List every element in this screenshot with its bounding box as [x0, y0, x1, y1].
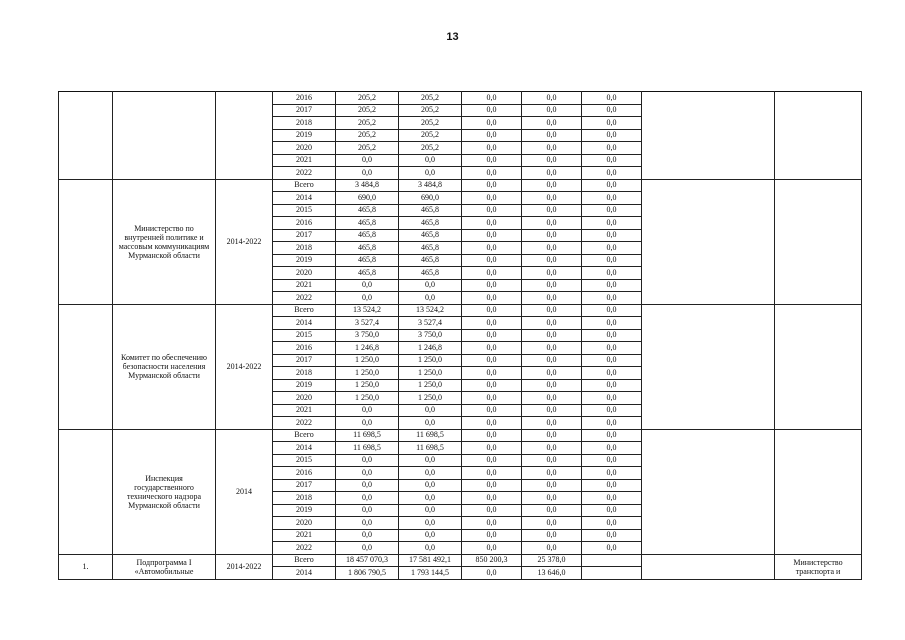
organization-cell: Подпрограмма I «Автомобильные: [113, 554, 216, 579]
total-cell: 11 698,5: [336, 442, 399, 455]
organization-cell: Министерство по внутренней политике и массовым коммуникациям Мурманской области: [113, 179, 216, 304]
total-cell: 690,0: [336, 192, 399, 205]
federal-budget-cell: 0,0: [462, 379, 522, 392]
total-cell: 0,0: [336, 167, 399, 180]
item-number-cell: [59, 179, 113, 304]
total-cell: 0,0: [336, 479, 399, 492]
year-cell: 2020: [273, 517, 336, 530]
local-budget-cell: 0,0: [522, 392, 582, 405]
indicator-cell: [642, 554, 775, 579]
regional-budget-cell: 465,8: [399, 254, 462, 267]
period-cell: 2014: [216, 429, 273, 554]
local-budget-cell: 0,0: [522, 279, 582, 292]
federal-budget-cell: 0,0: [462, 479, 522, 492]
regional-budget-cell: 205,2: [399, 104, 462, 117]
federal-budget-cell: 0,0: [462, 492, 522, 505]
total-cell: 0,0: [336, 454, 399, 467]
table-row: [59, 179, 862, 192]
year-cell: 2017: [273, 104, 336, 117]
federal-budget-cell: 0,0: [462, 254, 522, 267]
regional-budget-cell: 1 250,0: [399, 354, 462, 367]
local-budget-cell: 0,0: [522, 254, 582, 267]
federal-budget-cell: 0,0: [462, 429, 522, 442]
regional-budget-cell: 0,0: [399, 467, 462, 480]
federal-budget-cell: 0,0: [462, 317, 522, 330]
year-cell: 2015: [273, 454, 336, 467]
other-sources-cell: 0,0: [582, 192, 642, 205]
indicator-cell: [642, 179, 775, 304]
total-cell: 465,8: [336, 267, 399, 280]
local-budget-cell: 0,0: [522, 217, 582, 230]
local-budget-cell: 0,0: [522, 304, 582, 317]
indicator-cell: [642, 429, 775, 554]
year-cell: 2022: [273, 167, 336, 180]
local-budget-cell: 25 378,0: [522, 554, 582, 567]
federal-budget-cell: 0,0: [462, 167, 522, 180]
other-sources-cell: 0,0: [582, 204, 642, 217]
regional-budget-cell: 0,0: [399, 279, 462, 292]
other-sources-cell: 0,0: [582, 492, 642, 505]
year-cell: 2019: [273, 254, 336, 267]
year-cell: 2022: [273, 292, 336, 305]
federal-budget-cell: 0,0: [462, 104, 522, 117]
total-cell: 205,2: [336, 117, 399, 130]
period-cell: 2014-2022: [216, 179, 273, 304]
other-sources-cell: 0,0: [582, 467, 642, 480]
other-sources-cell: 0,0: [582, 504, 642, 517]
local-budget-cell: 0,0: [522, 517, 582, 530]
total-cell: 0,0: [336, 467, 399, 480]
federal-budget-cell: 0,0: [462, 442, 522, 455]
regional-budget-cell: 205,2: [399, 129, 462, 142]
other-sources-cell: 0,0: [582, 317, 642, 330]
regional-budget-cell: 3 527,4: [399, 317, 462, 330]
federal-budget-cell: 0,0: [462, 267, 522, 280]
federal-budget-cell: 0,0: [462, 367, 522, 380]
total-cell: 0,0: [336, 504, 399, 517]
total-cell: 11 698,5: [336, 429, 399, 442]
total-cell: 0,0: [336, 417, 399, 430]
total-cell: 465,8: [336, 229, 399, 242]
other-sources-cell: 0,0: [582, 279, 642, 292]
total-cell: 1 250,0: [336, 354, 399, 367]
year-cell: 2018: [273, 367, 336, 380]
federal-budget-cell: 0,0: [462, 279, 522, 292]
local-budget-cell: 0,0: [522, 242, 582, 255]
local-budget-cell: 0,0: [522, 154, 582, 167]
year-cell: 2014: [273, 567, 336, 580]
total-cell: 0,0: [336, 492, 399, 505]
year-cell: 2018: [273, 492, 336, 505]
budget-table: [58, 91, 862, 580]
local-budget-cell: 0,0: [522, 292, 582, 305]
local-budget-cell: 13 646,0: [522, 567, 582, 580]
federal-budget-cell: 0,0: [462, 529, 522, 542]
year-cell: 2015: [273, 204, 336, 217]
year-cell: 2015: [273, 329, 336, 342]
federal-budget-cell: 0,0: [462, 217, 522, 230]
year-cell: 2018: [273, 117, 336, 130]
other-sources-cell: 0,0: [582, 529, 642, 542]
organization-cell: Комитет по обеспечению безопасности населения Мурманской области: [113, 304, 216, 429]
total-cell: 1 806 790,5: [336, 567, 399, 580]
regional-budget-cell: 1 250,0: [399, 379, 462, 392]
other-sources-cell: 0,0: [582, 454, 642, 467]
regional-budget-cell: 0,0: [399, 479, 462, 492]
federal-budget-cell: 0,0: [462, 154, 522, 167]
federal-budget-cell: 0,0: [462, 354, 522, 367]
regional-budget-cell: 0,0: [399, 492, 462, 505]
year-cell: 2021: [273, 529, 336, 542]
local-budget-cell: 0,0: [522, 404, 582, 417]
other-sources-cell: 0,0: [582, 342, 642, 355]
responsible-executor-cell: [775, 179, 862, 304]
federal-budget-cell: 0,0: [462, 504, 522, 517]
local-budget-cell: 0,0: [522, 542, 582, 555]
year-cell: 2020: [273, 267, 336, 280]
federal-budget-cell: 0,0: [462, 392, 522, 405]
other-sources-cell: 0,0: [582, 517, 642, 530]
federal-budget-cell: 0,0: [462, 404, 522, 417]
local-budget-cell: 0,0: [522, 92, 582, 105]
regional-budget-cell: 205,2: [399, 142, 462, 155]
table-row: [59, 429, 862, 442]
other-sources-cell: 0,0: [582, 329, 642, 342]
total-cell: 205,2: [336, 104, 399, 117]
year-cell: 2020: [273, 392, 336, 405]
regional-budget-cell: 465,8: [399, 229, 462, 242]
total-cell: 13 524,2: [336, 304, 399, 317]
total-cell: 0,0: [336, 404, 399, 417]
regional-budget-cell: 0,0: [399, 154, 462, 167]
period-cell: [216, 92, 273, 180]
regional-budget-cell: 0,0: [399, 292, 462, 305]
year-cell: 2019: [273, 129, 336, 142]
federal-budget-cell: 0,0: [462, 329, 522, 342]
federal-budget-cell: 0,0: [462, 567, 522, 580]
responsible-executor-cell: [775, 429, 862, 554]
federal-budget-cell: 0,0: [462, 454, 522, 467]
local-budget-cell: 0,0: [522, 267, 582, 280]
other-sources-cell: 0,0: [582, 304, 642, 317]
total-cell: 1 250,0: [336, 392, 399, 405]
year-cell: 2019: [273, 504, 336, 517]
other-sources-cell: 0,0: [582, 379, 642, 392]
local-budget-cell: 0,0: [522, 492, 582, 505]
other-sources-cell: 0,0: [582, 479, 642, 492]
year-cell: 2021: [273, 279, 336, 292]
other-sources-cell: 0,0: [582, 254, 642, 267]
other-sources-cell: 0,0: [582, 442, 642, 455]
table-row: [59, 554, 862, 567]
indicator-cell: [642, 92, 775, 180]
regional-budget-cell: 1 250,0: [399, 392, 462, 405]
other-sources-cell: 0,0: [582, 154, 642, 167]
year-cell: 2017: [273, 479, 336, 492]
other-sources-cell: [582, 554, 642, 567]
regional-budget-cell: 1 793 144,5: [399, 567, 462, 580]
local-budget-cell: 0,0: [522, 329, 582, 342]
regional-budget-cell: 3 484,8: [399, 179, 462, 192]
organization-cell: Инспекция государственного технического надзора Мурманской области: [113, 429, 216, 554]
year-cell: 2022: [273, 542, 336, 555]
other-sources-cell: 0,0: [582, 292, 642, 305]
year-cell: 2016: [273, 342, 336, 355]
responsible-executor-cell: [775, 92, 862, 180]
year-cell: Всего: [273, 179, 336, 192]
other-sources-cell: 0,0: [582, 142, 642, 155]
other-sources-cell: 0,0: [582, 354, 642, 367]
organization-cell: [113, 92, 216, 180]
year-cell: Всего: [273, 304, 336, 317]
local-budget-cell: 0,0: [522, 454, 582, 467]
federal-budget-cell: 0,0: [462, 129, 522, 142]
regional-budget-cell: 11 698,5: [399, 429, 462, 442]
total-cell: 205,2: [336, 129, 399, 142]
regional-budget-cell: 0,0: [399, 454, 462, 467]
total-cell: 0,0: [336, 517, 399, 530]
federal-budget-cell: 0,0: [462, 417, 522, 430]
regional-budget-cell: 205,2: [399, 117, 462, 130]
total-cell: 0,0: [336, 542, 399, 555]
local-budget-cell: 0,0: [522, 317, 582, 330]
item-number-cell: [59, 429, 113, 554]
other-sources-cell: 0,0: [582, 117, 642, 130]
federal-budget-cell: 0,0: [462, 304, 522, 317]
federal-budget-cell: 850 200,3: [462, 554, 522, 567]
total-cell: 3 527,4: [336, 317, 399, 330]
other-sources-cell: 0,0: [582, 217, 642, 230]
federal-budget-cell: 0,0: [462, 242, 522, 255]
year-cell: 2016: [273, 467, 336, 480]
federal-budget-cell: 0,0: [462, 342, 522, 355]
local-budget-cell: 0,0: [522, 529, 582, 542]
local-budget-cell: 0,0: [522, 342, 582, 355]
regional-budget-cell: 465,8: [399, 267, 462, 280]
total-cell: 18 457 070,3: [336, 554, 399, 567]
regional-budget-cell: 0,0: [399, 517, 462, 530]
other-sources-cell: 0,0: [582, 267, 642, 280]
total-cell: 1 250,0: [336, 367, 399, 380]
local-budget-cell: 0,0: [522, 179, 582, 192]
item-number-cell: [59, 92, 113, 180]
total-cell: 465,8: [336, 204, 399, 217]
total-cell: 205,2: [336, 92, 399, 105]
federal-budget-cell: 0,0: [462, 517, 522, 530]
total-cell: 1 250,0: [336, 379, 399, 392]
other-sources-cell: 0,0: [582, 92, 642, 105]
table-row: [59, 304, 862, 317]
local-budget-cell: 0,0: [522, 442, 582, 455]
year-cell: 2016: [273, 217, 336, 230]
year-cell: Всего: [273, 554, 336, 567]
year-cell: 2014: [273, 442, 336, 455]
total-cell: 0,0: [336, 292, 399, 305]
other-sources-cell: 0,0: [582, 542, 642, 555]
local-budget-cell: 0,0: [522, 354, 582, 367]
year-cell: 2021: [273, 154, 336, 167]
regional-budget-cell: 1 246,8: [399, 342, 462, 355]
total-cell: 1 246,8: [336, 342, 399, 355]
year-cell: 2017: [273, 354, 336, 367]
page-number: 13: [446, 31, 459, 43]
other-sources-cell: 0,0: [582, 429, 642, 442]
total-cell: 205,2: [336, 142, 399, 155]
local-budget-cell: 0,0: [522, 367, 582, 380]
year-cell: 2014: [273, 317, 336, 330]
regional-budget-cell: 17 581 492,1: [399, 554, 462, 567]
regional-budget-cell: 0,0: [399, 529, 462, 542]
federal-budget-cell: 0,0: [462, 179, 522, 192]
other-sources-cell: 0,0: [582, 129, 642, 142]
year-cell: 2014: [273, 192, 336, 205]
responsible-executor-cell: [775, 304, 862, 429]
other-sources-cell: 0,0: [582, 392, 642, 405]
total-cell: 465,8: [336, 217, 399, 230]
regional-budget-cell: 465,8: [399, 242, 462, 255]
federal-budget-cell: 0,0: [462, 467, 522, 480]
total-cell: 465,8: [336, 254, 399, 267]
regional-budget-cell: 0,0: [399, 542, 462, 555]
other-sources-cell: 0,0: [582, 104, 642, 117]
local-budget-cell: 0,0: [522, 379, 582, 392]
period-cell: 2014-2022: [216, 554, 273, 579]
total-cell: 3 484,8: [336, 179, 399, 192]
regional-budget-cell: 0,0: [399, 167, 462, 180]
regional-budget-cell: 690,0: [399, 192, 462, 205]
local-budget-cell: 0,0: [522, 229, 582, 242]
local-budget-cell: 0,0: [522, 192, 582, 205]
local-budget-cell: 0,0: [522, 167, 582, 180]
other-sources-cell: 0,0: [582, 229, 642, 242]
local-budget-cell: 0,0: [522, 129, 582, 142]
federal-budget-cell: 0,0: [462, 192, 522, 205]
year-cell: 2017: [273, 229, 336, 242]
total-cell: 3 750,0: [336, 329, 399, 342]
other-sources-cell: 0,0: [582, 367, 642, 380]
other-sources-cell: 0,0: [582, 404, 642, 417]
regional-budget-cell: 0,0: [399, 504, 462, 517]
federal-budget-cell: 0,0: [462, 292, 522, 305]
regional-budget-cell: 1 250,0: [399, 367, 462, 380]
local-budget-cell: 0,0: [522, 504, 582, 517]
total-cell: 0,0: [336, 154, 399, 167]
year-cell: 2018: [273, 242, 336, 255]
year-cell: 2022: [273, 417, 336, 430]
year-cell: 2016: [273, 92, 336, 105]
total-cell: 465,8: [336, 242, 399, 255]
indicator-cell: [642, 304, 775, 429]
item-number-cell: 1.: [59, 554, 113, 579]
regional-budget-cell: 3 750,0: [399, 329, 462, 342]
year-cell: Всего: [273, 429, 336, 442]
responsible-executor-cell: Министерство транспорта и: [775, 554, 862, 579]
local-budget-cell: 0,0: [522, 429, 582, 442]
total-cell: 0,0: [336, 279, 399, 292]
other-sources-cell: 0,0: [582, 167, 642, 180]
federal-budget-cell: 0,0: [462, 542, 522, 555]
regional-budget-cell: 205,2: [399, 92, 462, 105]
other-sources-cell: 0,0: [582, 242, 642, 255]
year-cell: 2020: [273, 142, 336, 155]
local-budget-cell: 0,0: [522, 417, 582, 430]
other-sources-cell: 0,0: [582, 179, 642, 192]
local-budget-cell: 0,0: [522, 479, 582, 492]
local-budget-cell: 0,0: [522, 204, 582, 217]
federal-budget-cell: 0,0: [462, 117, 522, 130]
other-sources-cell: [582, 567, 642, 580]
federal-budget-cell: 0,0: [462, 204, 522, 217]
local-budget-cell: 0,0: [522, 467, 582, 480]
local-budget-cell: 0,0: [522, 104, 582, 117]
regional-budget-cell: 11 698,5: [399, 442, 462, 455]
regional-budget-cell: 0,0: [399, 417, 462, 430]
federal-budget-cell: 0,0: [462, 142, 522, 155]
year-cell: 2021: [273, 404, 336, 417]
federal-budget-cell: 0,0: [462, 229, 522, 242]
item-number-cell: [59, 304, 113, 429]
table-row: [59, 92, 862, 105]
year-cell: 2019: [273, 379, 336, 392]
federal-budget-cell: 0,0: [462, 92, 522, 105]
total-cell: 0,0: [336, 529, 399, 542]
regional-budget-cell: 0,0: [399, 404, 462, 417]
local-budget-cell: 0,0: [522, 142, 582, 155]
regional-budget-cell: 465,8: [399, 204, 462, 217]
regional-budget-cell: 13 524,2: [399, 304, 462, 317]
other-sources-cell: 0,0: [582, 417, 642, 430]
local-budget-cell: 0,0: [522, 117, 582, 130]
regional-budget-cell: 465,8: [399, 217, 462, 230]
period-cell: 2014-2022: [216, 304, 273, 429]
